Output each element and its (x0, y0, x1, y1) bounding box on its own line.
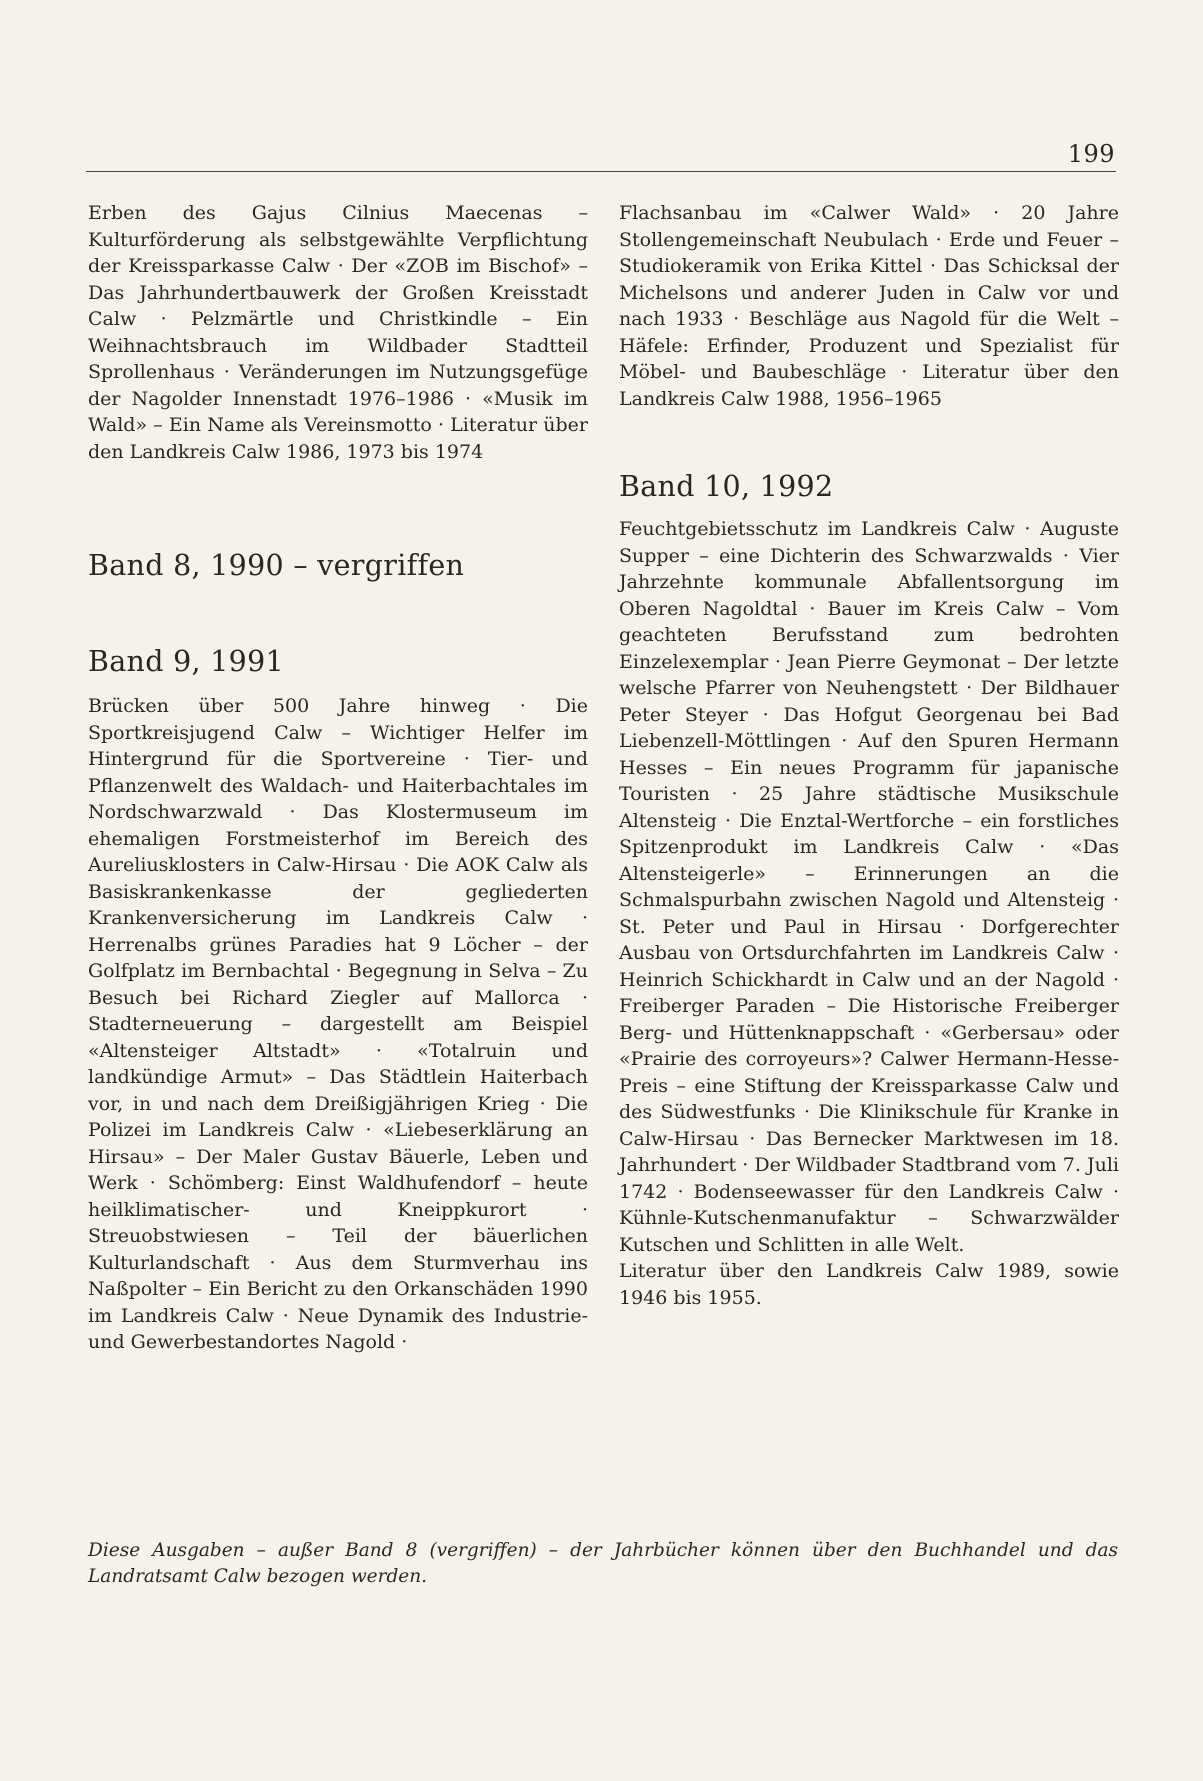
band9-heading: Band 9, 1991 (88, 645, 284, 678)
band7-continued-text: Erben des Gajus Cilnius Maecenas – Kulturförderung als selbstgewählte Verpflichtung der Kreissparkasse Calw · Der «ZOB im Bischof» – Das Jahrhundertbauwerk der Großen Kreisstadt Calw · Pelzmärtle und Christkindle – Ein Weihnachtsbrauch im Wildbader Stadtteil Sprollenhaus · Veränderungen im Nutzungsgefüge der Nagolder Innenstadt 1976–1986 · «Musik im Wald» – Ein Name als Vereinsmotto · Literatur über den Landkreis Calw 1986, 1973 bis 1974 (88, 202, 588, 463)
band10-contents: Feuchtgebietsschutz im Landkreis Calw · Auguste Supper – eine Dichterin des Schwarzwalds · Vier Jahrzehnte kommunale Abfallentsorgung im Oberen Nagoldtal · Bauer im Kreis Calw – Vom geachteten Berufsstand zum bedrohten Einzelexemplar · Jean Pierre Geymonat – Der letzte welsche Pfarrer von Neuhengstett · Der Bildhauer Peter Steyer · Das Hofgut Georgenau bei Bad Liebenzell-Möttlingen · Auf den Spuren Hermann Hesses – Ein neues Programm für japanische Touristen · 25 Jahre städtische Musikschule Altensteig · Die Enztal-Wertforche – ein forstliches Spitzenprodukt im Landkreis Calw · «Das Altensteigerle» – Erinnerungen an die Schmalspurbahn zwischen Nagold und Altensteig · St. Peter und Paul in Hirsau · Dorfgerechter Ausbau von Ortsdurchfahrten im Landkreis Calw · Heinrich Schickhardt in Calw und an der Nagold · Freiberger Paraden – Die Historische Freiberger Berg- und Hüttenknappschaft · «Gerbersau» oder «Prairie des corroyeurs»? Calwer Hermann-Hesse-Preis – eine Stiftung der Kreissparkasse Calw und des Südwestfunks · Die Klinikschule für Kranke in Calw-Hirsau · Das Bernecker Marktwesen im 18. Jahrhundert · Der Wildbader Stadtbrand vom 7. Juli 1742 · Bodenseewasser für den Landkreis Calw · Kühnle-Kutschenmanufaktur – Schwarzwälder Kutschen und Schlitten in alle Welt. (619, 518, 1119, 1256)
band10-heading: Band 10, 1992 (619, 470, 834, 503)
band10-literature: Literatur über den Landkreis Calw 1989, sowie 1946 bis 1955. (619, 1260, 1119, 1309)
band9-continued-text: Flachsanbau im «Calwer Wald» · 20 Jahre Stollengemeinschaft Neubulach · Erde und Feuer – Studiokeramik von Erika Kittel · Das Schicksal der Michelsons und anderer Juden in Calw vor und nach 1933 · Beschläge aus Nagold für die Welt – Häfele: Erfinder, Produzent und Spezialist für Möbel- und Baubeschläge · Literatur über den Landkreis Calw 1988, 1956–1965 (619, 202, 1119, 410)
band9-contents: Brücken über 500 Jahre hinweg · Die Sportkreisjugend Calw – Wichtiger Helfer im Hintergrund für die Sportvereine · Tier- und Pflanzenwelt des Waldach- und Haiterbachtales im Nordschwarzwald · Das Klostermuseum im ehemaligen Forstmeisterhof im Bereich des Aureliusklosters in Calw-Hirsau · Die AOK Calw als Basiskrankenkasse der gegliederten Krankenversicherung im Landkreis Calw · Herrenalbs grünes Paradies hat 9 Löcher – der Golfplatz im Bernbachtal · Begegnung in Selva – Zu Besuch bei Richard Ziegler auf Mallorca · Stadterneuerung – dargestellt am Beispiel «Altensteiger Altstadt» · «Totalruin und landkündige Armut» – Das Städtlein Haiterbach vor, in und nach dem Dreißigjährigen Krieg · Die Polizei im Landkreis Calw · «Liebeserklärung an Hirsau» – Der Maler Gustav Bäuerle, Leben und Werk · Schömberg: Einst Waldhufendorf – heute heilklimatischer- und Kneippkurort · Streuobstwiesen – Teil der bäuerlichen Kulturlandschaft · Aus dem Sturmverhau ins Naßpolter – Ein Bericht zu den Orkanschäden 1990 im Landkreis Calw · Neue Dynamik des Industrie- und Gewerbestandortes Nagold · (88, 695, 588, 1353)
band8-heading: Band 8, 1990 – vergriffen (88, 549, 465, 582)
header-rule (86, 171, 1116, 172)
footer-note: Diese Ausgaben – außer Band 8 (vergriffen) – der Jahrbücher können über den Buchhandel und das Landratsamt Calw bezogen werden. (88, 1540, 1118, 1587)
page-number: 199 (1067, 140, 1115, 168)
right-column (619, 200, 1119, 1311)
left-column (88, 200, 588, 1356)
